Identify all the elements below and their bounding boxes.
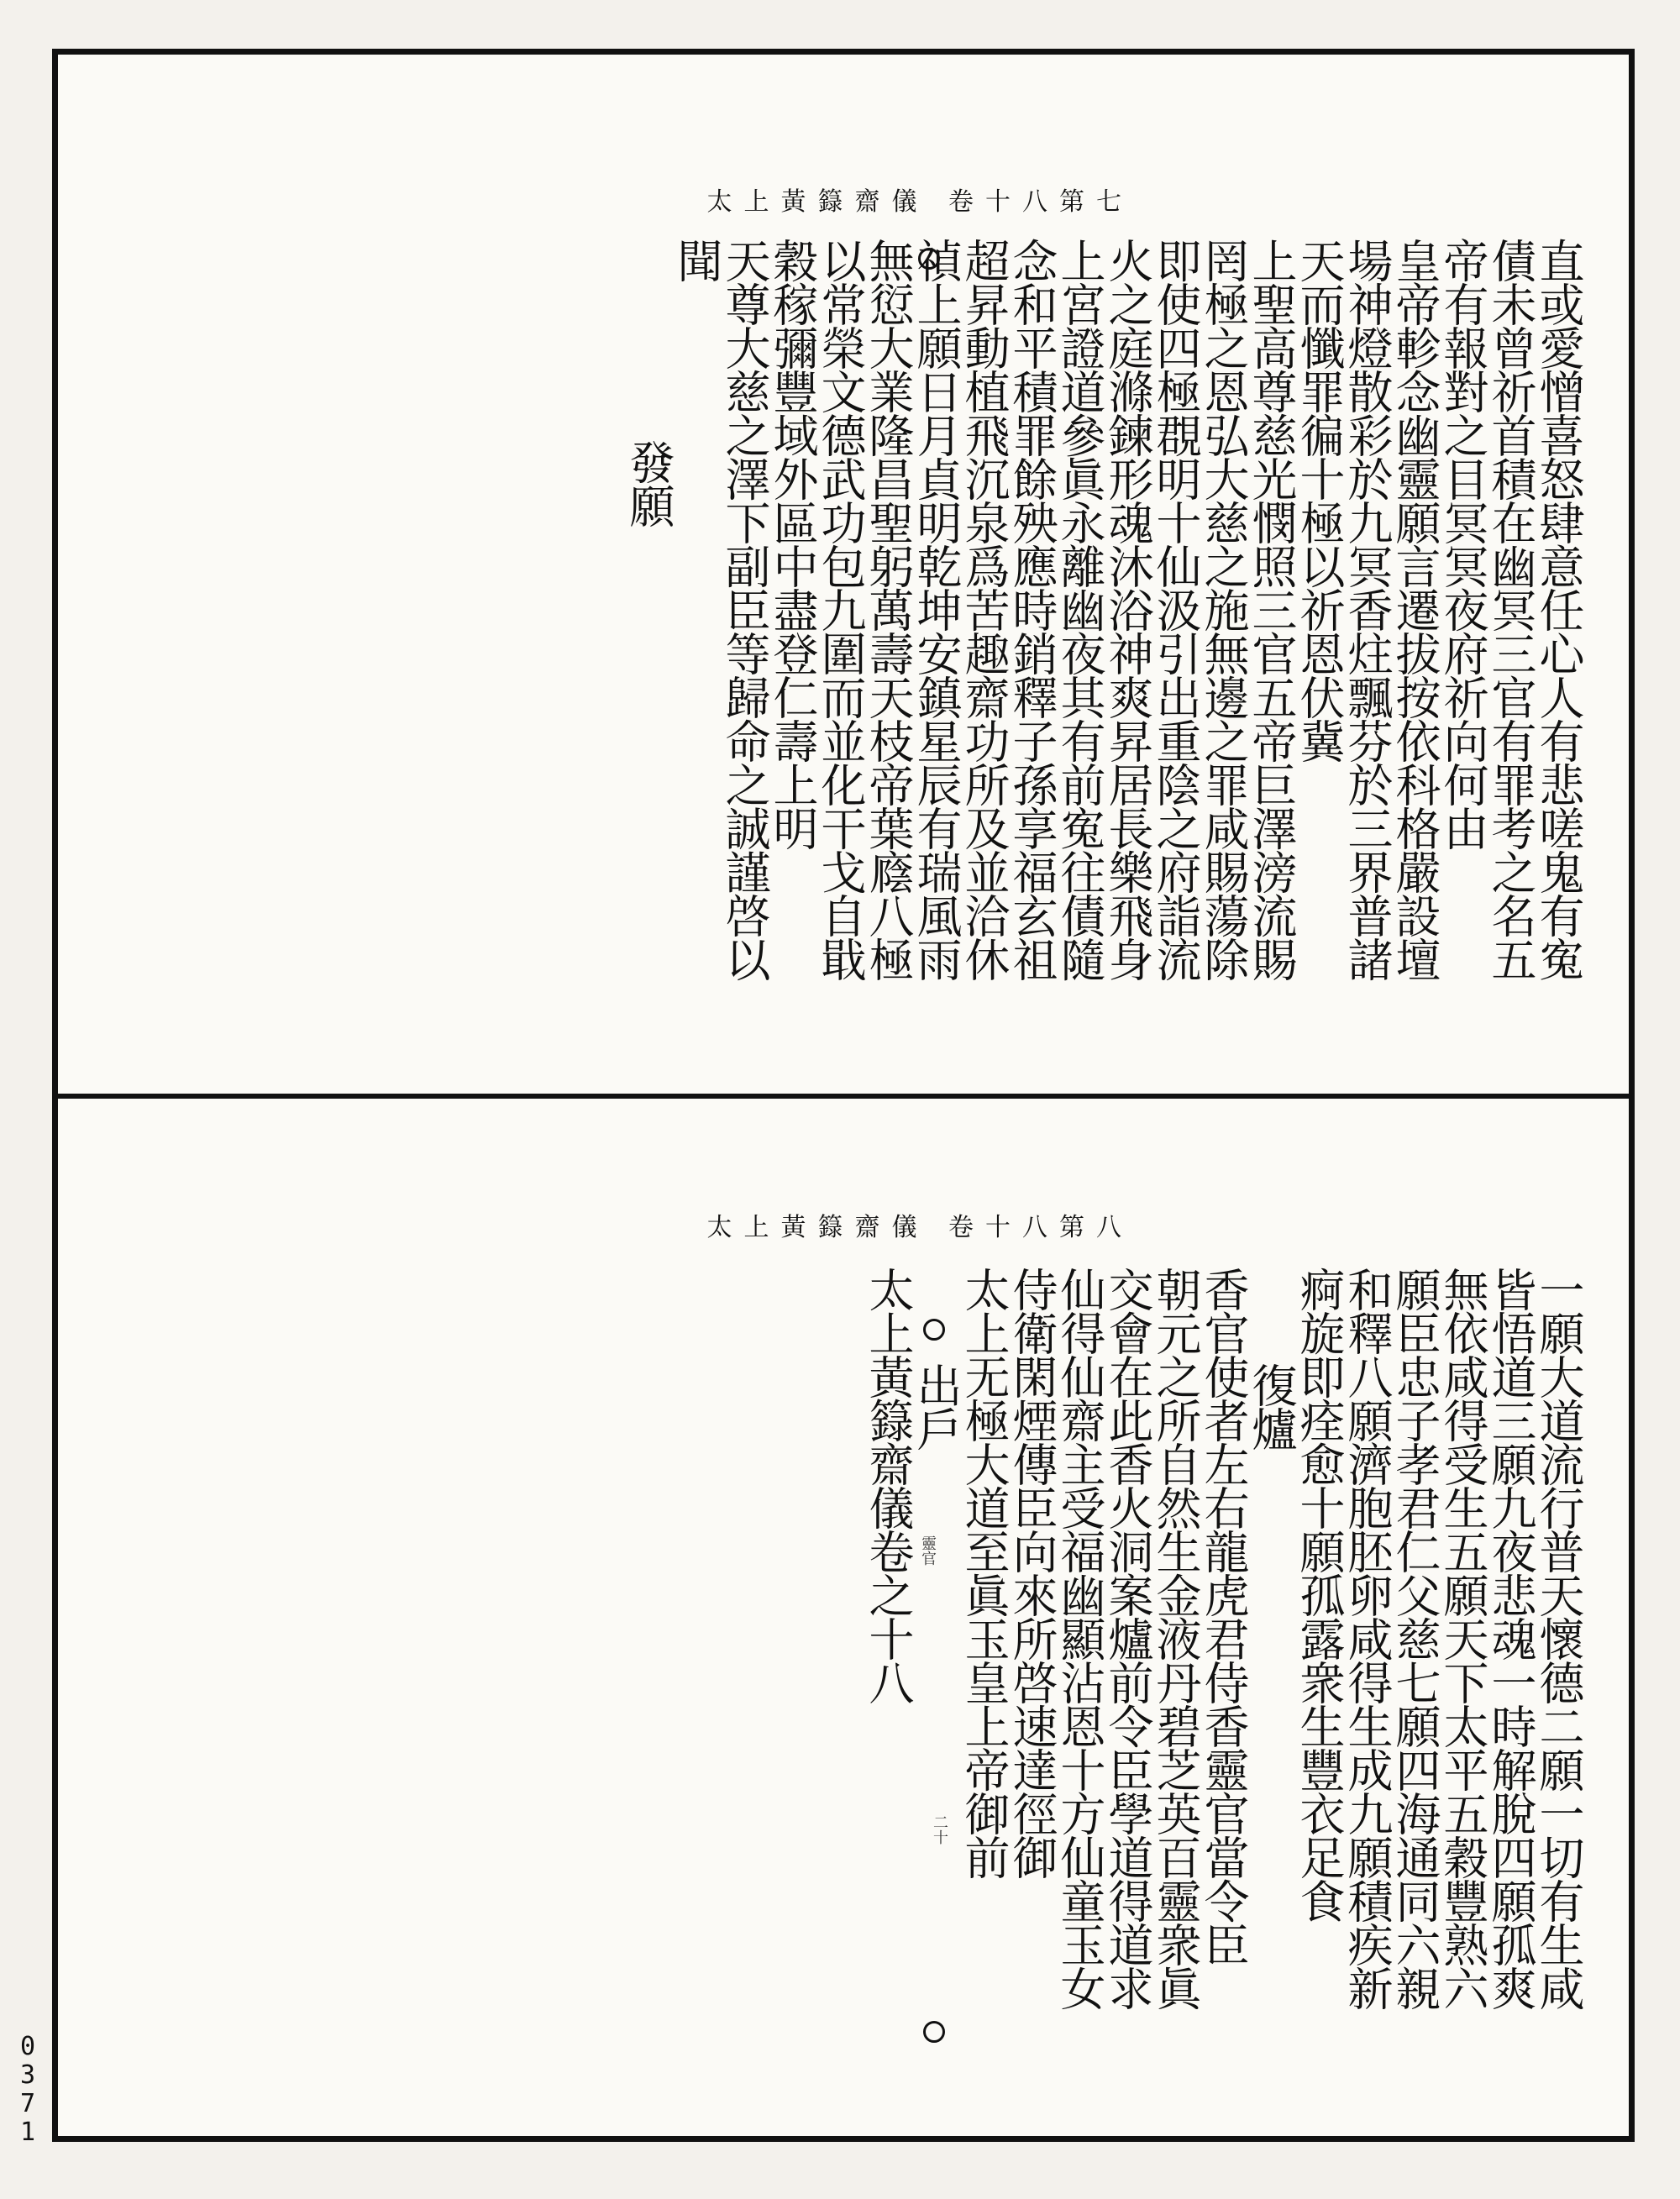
bottom-page [58, 1099, 1629, 2136]
section-heading: 復爐 [1245, 1362, 1298, 1450]
section-heading: 出戶 [910, 1362, 963, 1450]
page-number-digit: 7 [19, 2089, 36, 2118]
text-column: 太上无極大道至眞玉皇上帝御前 [958, 1267, 1011, 1878]
text-column: 皆悟道三願九夜悲魂一時解脫四願孤爽 [1484, 1267, 1537, 2009]
section-heading: 發願 [622, 439, 675, 527]
text-column: 交會在此香火洞案爐前令臣學道得道求 [1101, 1267, 1154, 2009]
text-column: 朝元之所自然生金液丹碧芝英百靈衆眞 [1149, 1267, 1202, 2009]
page-number-digit: 0 [19, 2032, 36, 2061]
text-column: 無愆大業隆昌聖躬萬壽天枝帝葉廕八極 [862, 238, 915, 980]
text-column: 念和平積罪餘殃應時銷釋子孫享福玄祖 [1005, 238, 1058, 980]
text-columns [620, 238, 1583, 1069]
text-column: 痾旋即痊愈十願孤露衆生豐衣足食 [1293, 1267, 1346, 1922]
text-column: 皇帝軫念幽靈願言遷拔按依科格嚴設壇 [1389, 238, 1441, 980]
page-number [15, 2033, 40, 2147]
text-column: 帝有報對之目冥冥夜府祈向何由 [1436, 238, 1489, 849]
marginal-note: 靈官 [919, 1535, 937, 1566]
binding-circle-icon [918, 248, 940, 270]
text-columns [859, 1267, 1583, 2098]
page-number-digit: 1 [19, 2118, 36, 2147]
binding-circle-icon [923, 1319, 945, 1341]
top-page [58, 55, 1629, 1094]
binding-circle-icon [923, 2021, 945, 2043]
text-column: 以常榮文德武功包九圍而並化干戈自戢 [814, 238, 867, 980]
text-column: 火之庭滌鍊形魂沐浴神爽昇居長樂飛身 [1101, 238, 1154, 980]
text-column: 天尊大慈之澤下副臣等歸命之誠謹啓以 [718, 238, 771, 980]
text-column: 侍衛閑煙傳臣向來所啓速達徑御 [1005, 1267, 1058, 1878]
page-header: 太上黃籙齋儀 卷十八第七 [706, 187, 1133, 217]
text-column: 罔極之恩弘大慈之施無邊之罪咸賜蕩除 [1197, 238, 1250, 980]
text-column: 上聖高尊慈光憫照三官五帝巨澤滂流賜 [1245, 238, 1298, 980]
text-column: 超昇動植飛沉泉爲苦趣齋功所及並洽休 [958, 238, 1011, 980]
text-column: 和釋八願濟胞胚卵咸得生成九願積疾新 [1341, 1267, 1394, 2009]
text-column: 上宮證道參眞永離幽夜其有前寃往債隨 [1053, 238, 1106, 980]
page-number-digit: 3 [19, 2060, 36, 2090]
text-column: 即使四極覠明十仙汲引出重陰之府詣流 [1149, 238, 1202, 980]
text-column: 一願大道流行普天懷德二願一切有生咸 [1532, 1267, 1585, 2009]
text-column: 直或愛憎喜怒肆意任心人有悲嗟鬼有寃 [1532, 238, 1585, 980]
text-column: 願臣忠子孝君仁父慈七願四海通同六親 [1389, 1267, 1441, 2009]
page-header: 太上黃籙齋儀 卷十八第八 [706, 1213, 1133, 1242]
text-column: 無依咸得受生五願天下太平五穀豐熟六 [1436, 1267, 1489, 2009]
marginal-note: 二十 [931, 1814, 948, 1845]
text-column: 天而懺罪徧十極以祈恩伏冀 [1293, 238, 1346, 762]
text-column: 場神燈散彩於九冥香炷飄芬於三界普諸 [1341, 238, 1394, 980]
text-column: 聞 [670, 238, 723, 281]
text-column: 仙得仙齋主受福幽顯沾恩十方仙童玉女 [1053, 1267, 1106, 2009]
text-column: 禎上願日月貞明乾坤安鎮星辰有瑞風雨 [910, 238, 963, 980]
text-column: 債未曾祈首積在幽冥三官有罪考之名五 [1484, 238, 1537, 980]
text-column: 穀稼彌豐域外區中盡登仁壽上明 [766, 238, 819, 849]
text-column: 香官使者左右龍虎君侍香靈官當令臣 [1197, 1267, 1250, 1965]
closing-title: 太上黃籙齋儀卷之十八 [862, 1267, 915, 1703]
